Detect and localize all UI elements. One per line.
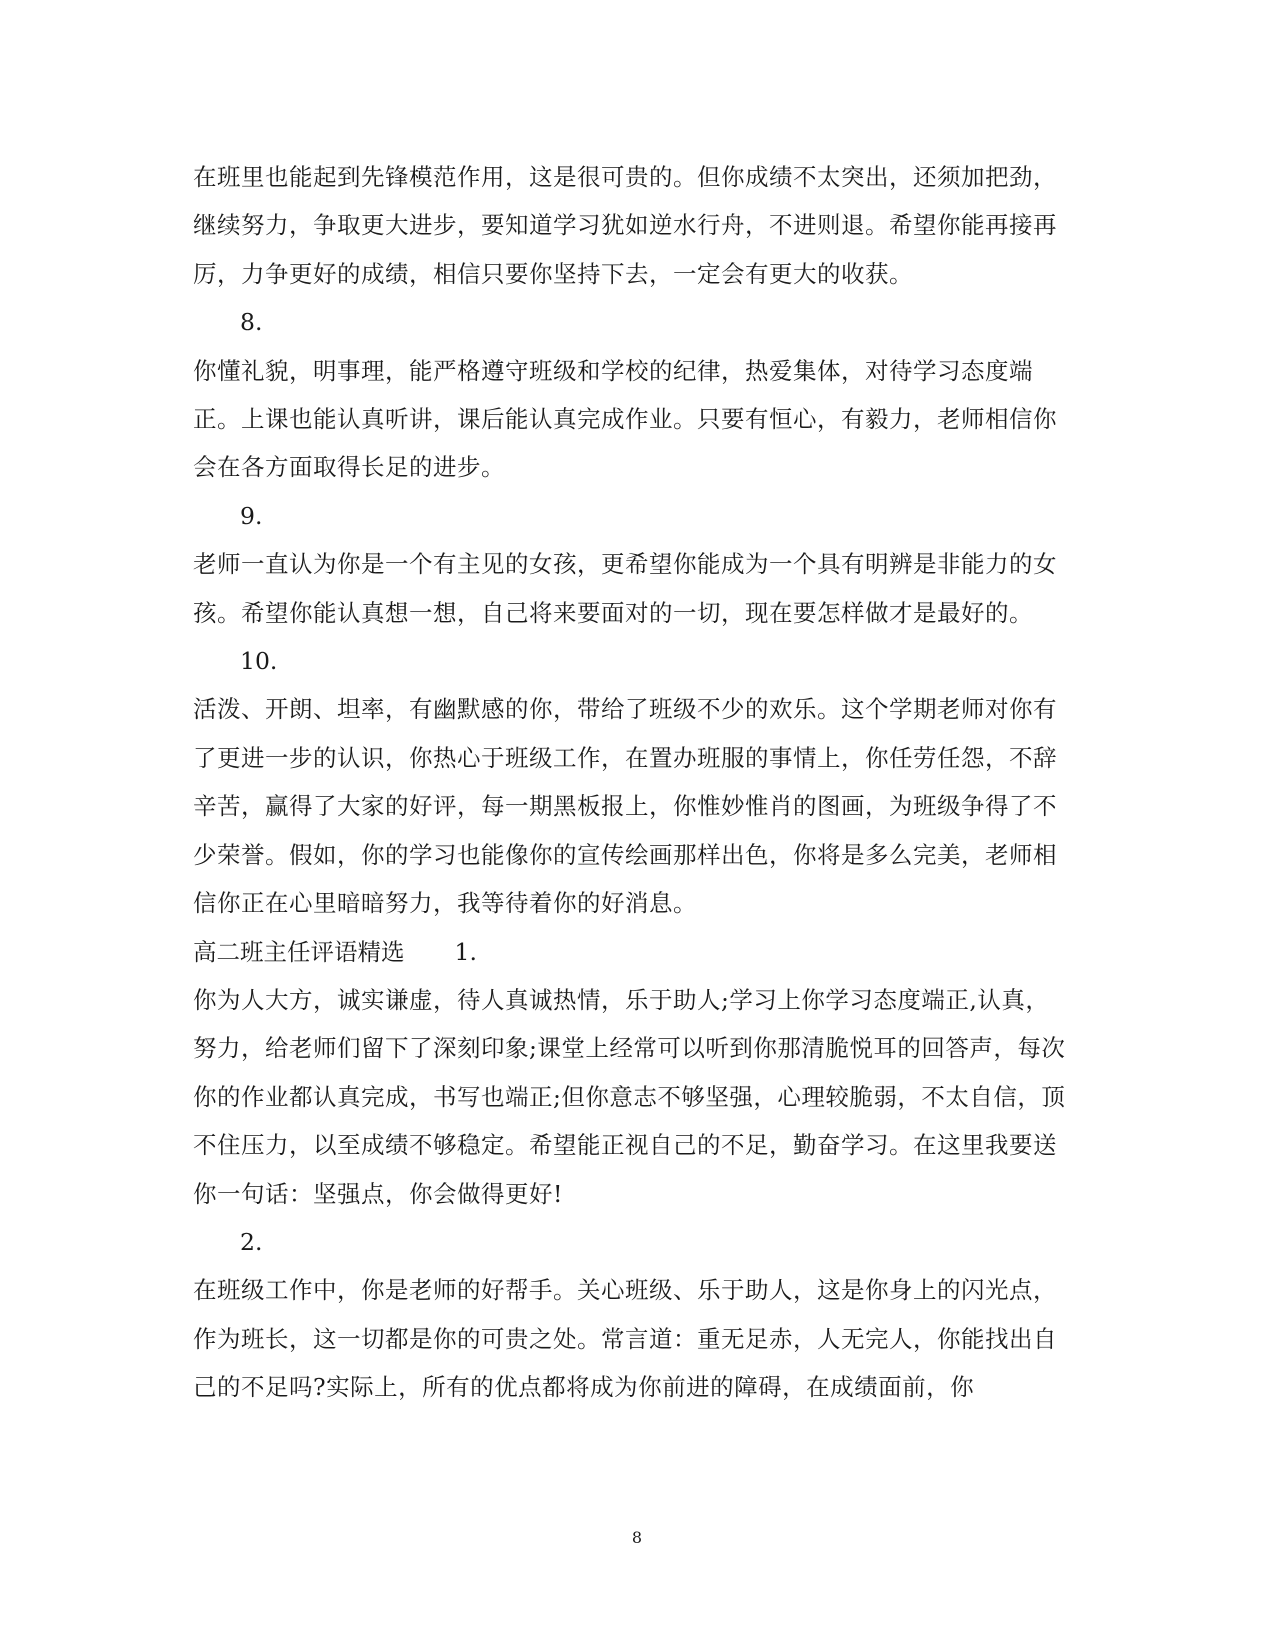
page-number: 8 [631, 1528, 643, 1547]
paragraph: 你懂礼貌，明事理，能严格遵守班级和学校的纪律，热爱集体，对待学习态度端正。上课也能认真听讲，课后能认真完成作业。只要有恒心，有毅力，老师相信你会在各方面取得长足的进步。 [193, 356, 1057, 482]
paragraph: 活泼、开朗、坦率，有幽默感的你，带给了班级不少的欢乐。这个学期老师对你有了更进一步的认识，你热心于班级工作，在置办班服的事情上，你任劳任怨，不辞辛苦，赢得了大家的好评，每一期黑板报上，你惟妙惟肖的图画，为班级争得了不少荣誉。假如，你的学习也能像你的宣传绘画那样出色，你将是多么完美，老师相信你正在心里暗暗努力，我等待着你的好消息。 [193, 695, 1057, 918]
section-item-number: 1. [454, 937, 477, 966]
item-number: 10. [240, 647, 278, 676]
page-body [193, 153, 1073, 1412]
item-number: 2. [240, 1227, 263, 1256]
item-number: 8. [240, 308, 263, 337]
section-title: 高二班主任评语精选 [193, 937, 405, 966]
paragraph: 你为人大方，诚实谦虚，待人真诚热情，乐于助人;学习上你学习态度端正,认真，努力，给老师们留下了深刻印象;课堂上经常可以听到你那清脆悦耳的回答声，每次你的作业都认真完成，书写也端正;但你意志不够坚强，心理较脆弱，不太自信，顶不住压力，以至成绩不够稳定。希望能正视自己的不足，勤奋学习。在这里我要送你一句话：坚强点，你会做得更好! [193, 985, 1066, 1208]
item-number: 9. [240, 501, 263, 530]
paragraph: 老师一直认为你是一个有主见的女孩，更希望你能成为一个具有明辨是非能力的女孩。希望你能认真想一想，自己将来要面对的一切，现在要怎样做才是最好的。 [193, 550, 1057, 627]
paragraph: 在班级工作中，你是老师的好帮手。关心班级、乐于助人，这是你身上的闪光点，作为班长，这一切都是你的可贵之处。常言道：重无足赤，人无完人，你能找出自己的不足吗?实际上，所有的优点都将成为你前进的障碍，在成绩面前，你 [193, 1276, 1057, 1402]
section-heading [193, 928, 1073, 976]
paragraph: 在班里也能起到先锋模范作用，这是很可贵的。但你成绩不太突出，还须加把劲，继续努力，争取更大进步，要知道学习犹如逆水行舟，不进则退。希望你能再接再厉，力争更好的成绩，相信只要你坚持下去，一定会有更大的收获。 [193, 163, 1057, 288]
